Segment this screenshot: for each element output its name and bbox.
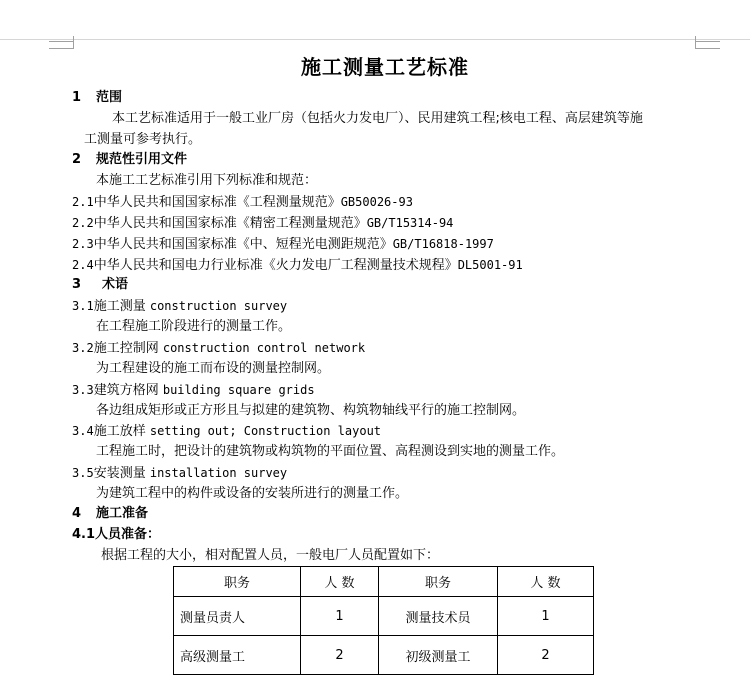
term-number: 3.2 [72,341,94,355]
term-heading [72,422,381,441]
section-4-intro: 根据工程的大小，相对配置人员，一般电厂人员配置如下： [101,548,440,563]
term-english: construction control network [162,341,366,355]
term-english: building square grids [162,383,315,397]
table-header-cell: 人 数 [498,567,594,597]
section-title: 施工准备 [96,506,149,521]
table-cell: 测量员责人 [174,597,301,636]
standard-code: GB50026-93 [340,195,413,209]
term-heading [72,339,365,358]
term-definition: 为建筑工程中的构件或设备的安装所进行的测量工作。 [96,486,409,501]
section-number: 1 [72,90,82,105]
item-number: 2.4 [72,258,94,272]
term-definition: 为工程建设的施工而布设的测量控制网。 [96,361,331,376]
section-number: 3 [72,277,82,292]
section-title: 范围 [96,90,123,105]
subsection-4-1-heading [72,526,160,544]
reference-item [72,235,494,254]
table-cell: 初级测量工 [379,636,498,675]
table-cell: 1 [301,597,379,636]
term-name: 施工控制网 [93,341,159,356]
section-number: 2 [72,152,82,167]
table-cell: 高级测量工 [174,636,301,675]
term-number: 3.3 [72,383,94,397]
term-heading [72,381,315,400]
term-definition: 工程施工时，把设计的建筑物或构筑物的平面位置、高程测设到实地的测量工作。 [96,444,565,459]
term-name: 施工测量 [93,299,146,314]
section-2-intro: 本施工工艺标准引用下列标准和规范： [96,173,318,188]
table-cell: 2 [498,636,594,675]
standard-code: DL5001-91 [457,258,523,272]
table-header-cell: 职务 [379,567,498,597]
term-name: 建筑方格网 [93,383,159,398]
table-cell: 2 [301,636,379,675]
section-title: 术语 [102,277,129,292]
section-title: 规范性引用文件 [96,152,188,167]
page-top-rule [0,39,750,40]
item-text: 中华人民共和国电力行业标准《火力发电厂工程测量技术规程》 [93,258,458,273]
term-definition: 各边组成矩形或正方形且与拟建的建筑物、构筑物轴线平行的施工控制网。 [96,403,526,418]
term-name: 安装测量 [93,466,146,481]
term-english: setting out; Construction layout [149,424,382,438]
margin-mark-left [49,36,74,49]
margin-mark-right [695,36,720,49]
term-number: 3.1 [72,299,94,313]
term-definition: 在工程施工阶段进行的测量工作。 [96,319,292,334]
table-cell: 测量技术员 [379,597,498,636]
term-name: 施工放样 [93,424,146,439]
staff-table [173,566,594,675]
term-number: 3.5 [72,466,94,480]
item-text: 中华人民共和国国家标准《工程测量规范》 [93,195,341,210]
term-english: installation survey [149,466,288,480]
item-number: 2.3 [72,237,94,251]
table-header-cell: 职务 [174,567,301,597]
section-2-heading [72,151,187,169]
section-4-heading [72,505,148,523]
term-number: 3.4 [72,424,94,438]
reference-item [72,256,523,275]
table-row [174,636,594,675]
item-text: 中华人民共和国国家标准《中、短程光电测距规范》 [93,237,393,252]
subsection-number: 4.1 [72,527,96,542]
table-header-row [174,567,594,597]
term-heading [72,297,287,316]
table-header-cell: 人 数 [301,567,379,597]
section-3-heading [72,276,128,294]
standard-code: GB/T16818-1997 [392,237,494,251]
table-row [174,597,594,636]
term-english: construction survey [149,299,288,313]
section-1-heading [72,89,122,107]
section-1-body-line1: 本工艺标准适用于一般工业厂房（包括火力发电厂）、民用建筑工程;核电工程、高层建筑等施 [112,111,643,126]
reference-item [72,214,453,233]
item-number: 2.1 [72,195,94,209]
term-heading [72,464,287,483]
section-1-body-line2: 工测量可参考执行。 [84,132,202,147]
item-number: 2.2 [72,216,94,230]
table-cell: 1 [498,597,594,636]
subsection-title: 人员准备： [95,527,161,542]
standard-code: GB/T15314-94 [366,216,454,230]
section-number: 4 [72,506,82,521]
document-title: 施工测量工艺标准 [301,55,469,79]
item-text: 中华人民共和国国家标准《精密工程测量规范》 [93,216,367,231]
reference-item [72,193,413,212]
